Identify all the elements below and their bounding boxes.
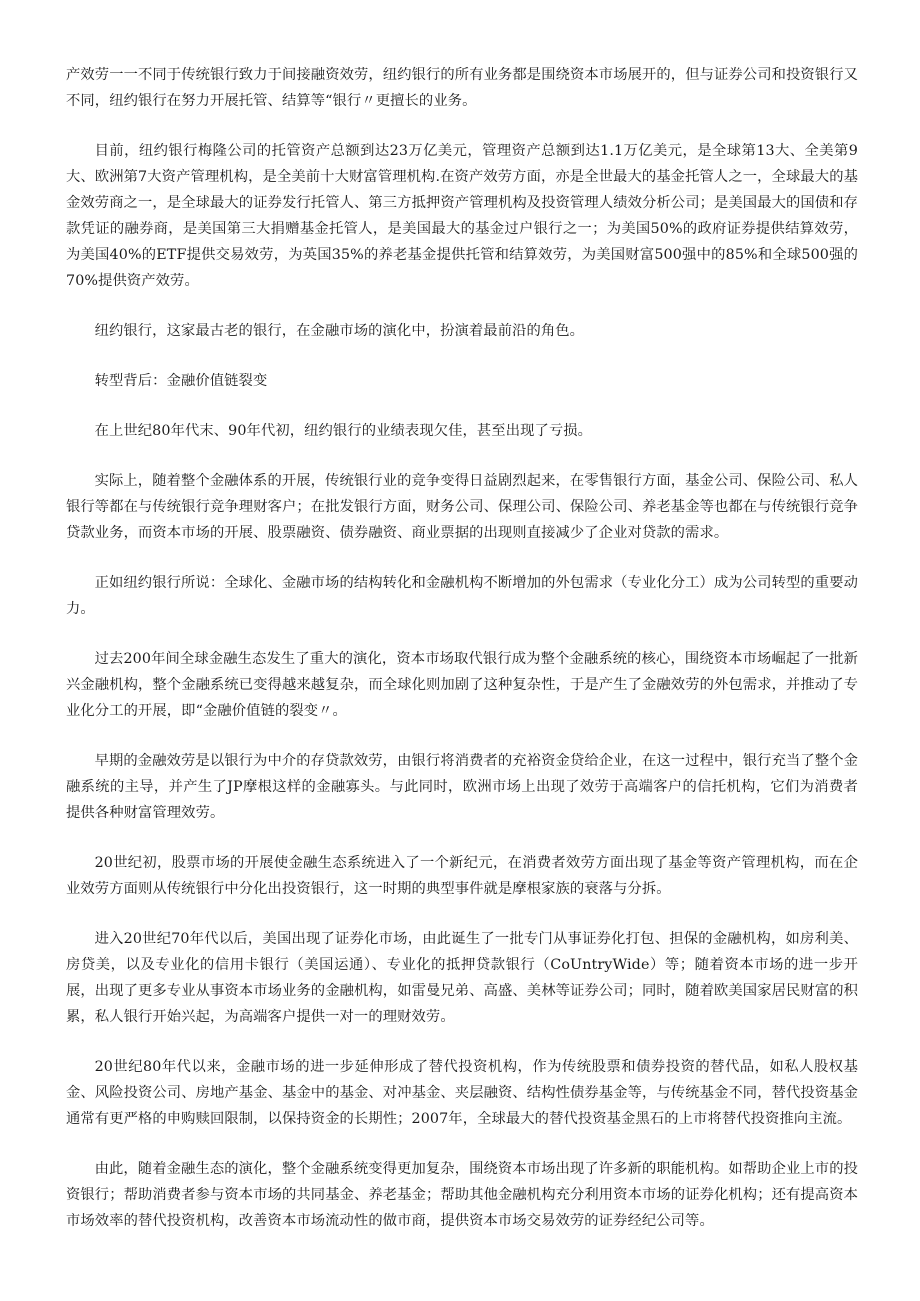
paragraph-custody-stats: 目前，纽约银行梅隆公司的托管资产总额到达23万亿美元，管理资产总额到达1.1万亿美元，是全球第13大、全美第9大、欧洲第7大资产管理机构，是全美前十大财富管理机构.在资产效劳方面，亦是全世最大的基金托管人之一，全球最大的基金效劳商之一，是全球最大的证券发行托管人、第三方抵押资产管理机构及投资管理人绩效分析公司；是美国最大的国债和存款凭证的融券商，是美国第三大捐赠基金托管人，是美国最大的基金过户银行之一；为美国50%的政府证券提供结算效劳，为美国40%的ETF提供交易效劳，为英国35%的养老基金提供托管和结算效劳，为美国财富500强中的85%和全球500强的70%提供资产效劳。 — [66, 143, 858, 289]
paragraph-1980s: 20世纪80年代以来，金融市场的进一步延伸形成了替代投资机构，作为传统股票和债券投资的替代品，如私人股权基金、风险投资公司、房地产基金、基金中的基金、对冲基金、夹层融资、结构性债券基金等，与传统基金不同，替代投资基金通常有更严格的申购赎回限制，以保持资金的长期性；2007年，全球最大的替代投资基金黑石的上市将替代投资推向主流。 — [66, 1059, 858, 1127]
paragraph-early-finance: 早期的金融效劳是以银行为中介的存贷款效劳，由银行将消费者的充裕资金贷给企业，在这一过程中，银行充当了整个金融系统的主导，并产生了JP摩根这样的金融寡头。与此同时，欧洲市场上出现了效劳于高端客户的信托机构，它们为消费者提供各种财富管理效劳。 — [66, 753, 858, 821]
paragraph-200-years: 过去200年间全球金融生态发生了重大的演化，资本市场取代银行成为整个金融系统的核心，围绕资本市场崛起了一批新兴金融机构，整个金融系统已变得越来越复杂，而全球化则加剧了这种复杂性，于是产生了金融效劳的外包需求，并推动了专业化分工的开展，即“金融价值链的裂变〃。 — [66, 651, 858, 719]
paragraph-1970s: 进入20世纪70年代以后，美国出现了证券化市场，由此诞生了一批专门从事证券化打包、担保的金融机构，如房利美、房贷美，以及专业化的信用卡银行（美国运通）、专业化的抵押贷款银行（CoUntryWide）等；随着资本市场的进一步开展，出现了更多专业从事资本市场业务的金融机构，如雷曼兄弟、高盛、美林等证券公司；同时，随着欧美国家居民财富的积累，私人银行开始兴起，为高端客户提供一对一的理财效劳。 — [66, 931, 858, 1025]
paragraph-20th-century: 20世纪初，股票市场的开展使金融生态系统进入了一个新纪元，在消费者效劳方面出现了基金等资产管理机构，而在企业效劳方面则从传统银行中分化出投资银行，这一时期的典型事件就是摩根家族的衰落与分拆。 — [66, 855, 858, 897]
section-heading-value-chain: 转型背后：金融价值链裂变 — [94, 373, 268, 389]
paragraph-oldest-bank: 纽约银行，这家最古老的银行，在金融市场的演化中，扮演着最前沿的角色。 — [94, 323, 585, 339]
paragraph-conclusion: 由此，随着金融生态的演化，整个金融系统变得更加复杂，围绕资本市场出现了许多新的职能机构。如帮助企业上市的投资银行；帮助消费者参与资本市场的共同基金、养老基金；帮助其他金融机构充分利用资本市场的证券化机构；还有提高资本市场效率的替代投资机构，改善资本市场流动性的做市商，提供资本市场交易效劳的证券经纪公司等。 — [66, 1161, 858, 1229]
paragraph-losses: 在上世纪80年代末、90年代初，纽约银行的业绩表现欠佳，甚至出现了亏损。 — [94, 423, 593, 439]
paragraph-drivers: 正如纽约银行所说：全球化、金融市场的结构转化和金融机构不断增加的外包需求（专业化分工）成为公司转型的重要动力。 — [66, 575, 858, 617]
paragraph-competition: 实际上，随着整个金融体系的开展，传统银行业的竞争变得日益剧烈起来，在零售银行方面，基金公司、保险公司、私人银行等都在与传统银行竞争理财客户；在批发银行方面，财务公司、保理公司、保险公司、养老基金等也都在与传统银行竞争贷款业务，而资本市场的开展、股票融资、债券融资、商业票据的出现则直接减少了企业对贷款的需求。 — [66, 473, 858, 541]
paragraph-continuation: 产效劳一一不同于传统银行致力于间接融资效劳，纽约银行的所有业务都是围绕资本市场展开的，但与证券公司和投资银行又不同，纽约银行在努力开展托管、结算等“银行〃更擅长的业务。 — [66, 67, 858, 109]
